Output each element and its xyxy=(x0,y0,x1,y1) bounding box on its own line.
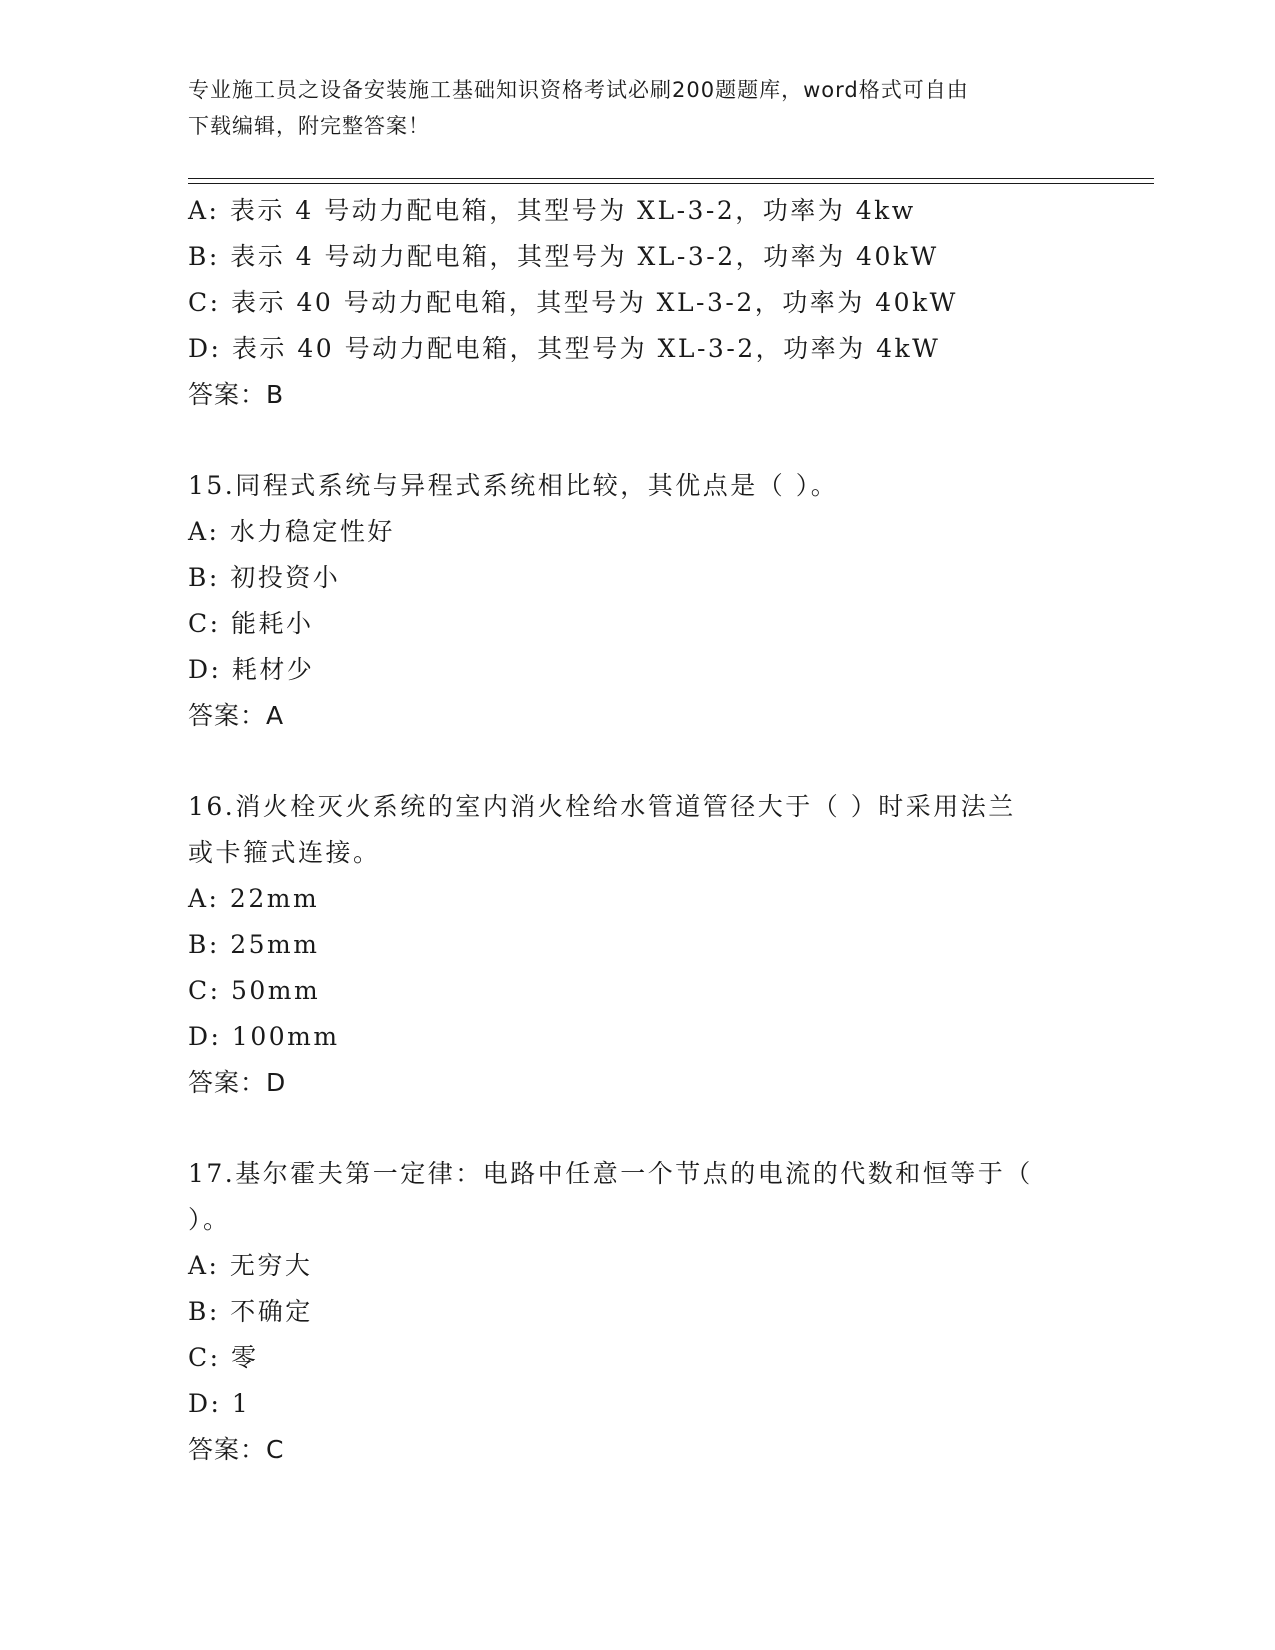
option-a: A: 无穷大 xyxy=(188,1251,313,1280)
option-c: C: 零 xyxy=(188,1343,259,1372)
answer: 答案：B xyxy=(188,380,285,409)
header-title-line-1: 专业施工员之设备安装施工基础知识资格考试必刷200题题库，word格式可自由 xyxy=(188,78,969,102)
question-stem-line-1: 16.消火栓灭火系统的室内消火栓给水管道管径大于（ ）时采用法兰 xyxy=(188,792,1016,821)
option-d: D: 表示 40 号动力配电箱，其型号为 XL-3-2，功率为 4kW xyxy=(188,334,941,363)
question-stem: 15.同程式系统与异程式系统相比较，其优点是（ ）。 xyxy=(188,471,839,500)
option-c: C: 表示 40 号动力配电箱，其型号为 XL-3-2，功率为 40kW xyxy=(188,288,958,317)
answer: 答案：D xyxy=(188,1068,287,1097)
spacer xyxy=(188,739,1088,784)
header-divider-top xyxy=(188,178,1154,179)
answer: 答案：A xyxy=(188,701,285,730)
question-stem-line-2: 或卡箍式连接。 xyxy=(188,838,381,867)
option-b: B: 初投资小 xyxy=(188,563,341,592)
option-c: C: 能耗小 xyxy=(188,609,314,638)
document-header xyxy=(188,72,1068,144)
option-d: D: 100mm xyxy=(188,1022,340,1051)
option-d: D: 耗材少 xyxy=(188,655,315,684)
question-list xyxy=(188,188,1088,1473)
option-a: A: 表示 4 号动力配电箱，其型号为 XL-3-2，功率为 4kw xyxy=(188,196,916,225)
spacer xyxy=(188,418,1088,463)
option-b: B: 不确定 xyxy=(188,1297,313,1326)
option-c: C: 50mm xyxy=(188,976,321,1005)
question-15 xyxy=(188,463,1088,739)
question-16 xyxy=(188,784,1088,1106)
header-divider-bottom xyxy=(188,183,1154,184)
option-b: B: 表示 4 号动力配电箱，其型号为 XL-3-2，功率为 40kW xyxy=(188,242,939,271)
spacer xyxy=(188,1106,1088,1151)
answer: 答案：C xyxy=(188,1435,285,1464)
question-stem-line-2: ）。 xyxy=(188,1205,231,1234)
option-a: A: 水力稳定性好 xyxy=(188,517,395,546)
option-a: A: 22mm xyxy=(188,884,320,913)
option-d: D: 1 xyxy=(188,1389,251,1418)
question-stem-line-1: 17.基尔霍夫第一定律：电路中任意一个节点的电流的代数和恒等于（ xyxy=(188,1159,1033,1188)
header-title-line-2: 下载编辑，附完整答案！ xyxy=(188,114,430,138)
question-17 xyxy=(188,1151,1088,1473)
question-14 xyxy=(188,188,1088,418)
option-b: B: 25mm xyxy=(188,930,320,959)
